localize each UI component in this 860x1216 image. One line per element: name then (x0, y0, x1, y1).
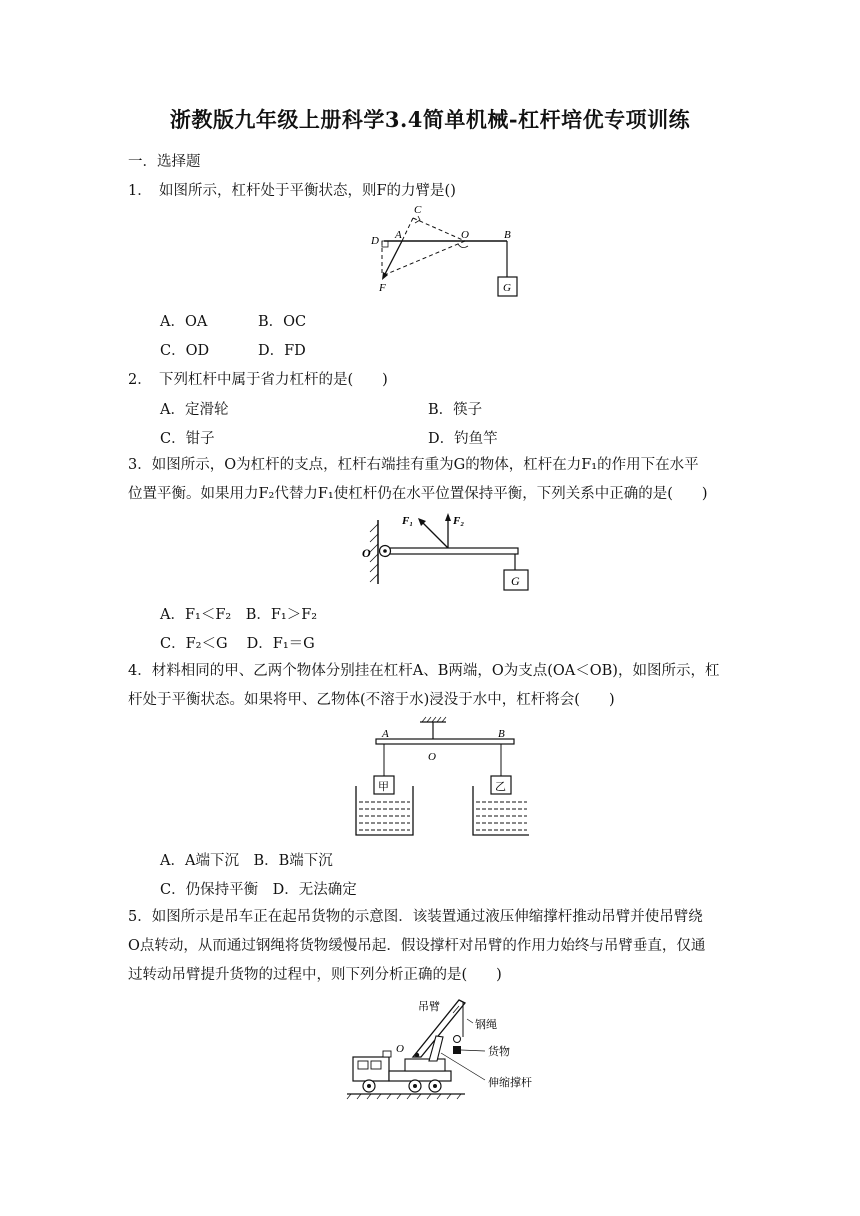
label-f2: F₂ (453, 515, 465, 527)
q1-option-a[interactable]: A．OA (160, 314, 208, 330)
q4-options-cd[interactable]: C．仍保持平衡 D．无法确定 (160, 882, 357, 898)
label-f1: F₁ (402, 515, 414, 527)
label-o: O (461, 229, 469, 241)
q4-line-2: 杆处于平衡状态。如果将甲、乙物体(不溶于水)浸没于水中，杠杆将会( ) (128, 692, 615, 708)
section-heading: 一．选择题 (128, 154, 201, 170)
q3-options-ab[interactable]: A．F₁＜F₂ B．F₁＞F₂ (160, 607, 318, 623)
label-g: G (511, 574, 520, 588)
question-5-stem (128, 903, 738, 990)
label-o: O (428, 751, 436, 763)
q5-crane-figure (345, 995, 550, 1101)
q2-option-d[interactable]: D．钓鱼竿 (428, 431, 498, 447)
q5-line-2: O点转动，从而通过钢绳将货物缓慢吊起．假设撑杆对吊臂的作用力始终与吊臂垂直，仅通 (128, 938, 706, 954)
q3-line-2: 位置平衡。如果用力F₂代替力F₁使杠杆仍在水平位置保持平衡，下列关系中正确的是( ) (128, 486, 708, 502)
label-g: G (503, 282, 511, 294)
label-strut: 伸缩撑杆 (488, 1077, 532, 1089)
q1-option-b[interactable]: B．OC (258, 314, 307, 330)
label-b: B (504, 229, 511, 241)
label-rope: 钢绳 (475, 1019, 497, 1031)
q2-option-c[interactable]: C．钳子 (160, 431, 215, 447)
q5-line-3: 过转动吊臂提升货物的过程中，则下列分析正确的是( ) (128, 967, 502, 983)
label-b: B (498, 728, 505, 740)
question-3-stem (128, 451, 738, 509)
label-yi: 乙 (495, 781, 506, 793)
label-arm: 吊臂 (418, 1001, 440, 1013)
label-f: F (379, 282, 386, 294)
q4-line-1: 4．材料相同的甲、乙两个物体分别挂在杠杆A、B两端，O为支点(OA＜OB)，如图所示，杠 (128, 663, 720, 679)
q3-line-1: 3．如图所示，O为杠杆的支点，杠杆右端挂有重为G的物体，杠杆在力F₁的作用下在水平 (128, 457, 699, 473)
q1-option-d[interactable]: D．FD (258, 343, 306, 359)
label-jia: 甲 (378, 781, 389, 793)
question-2-stem: 2． 下列杠杆中属于省力杠杆的是( ) (128, 372, 388, 388)
label-o: O (396, 1043, 404, 1055)
page-title: 浙教版九年级上册科学3.4简单机械-杠杆培优专项训练 (169, 107, 691, 132)
q2-option-b[interactable]: B．筷子 (428, 402, 483, 418)
label-a: A (395, 229, 402, 241)
label-d: D (371, 235, 379, 247)
question-4-stem (128, 657, 738, 715)
label-cargo: 货物 (488, 1046, 510, 1058)
q5-line-1: 5．如图所示是吊车正在起吊货物的示意图．该装置通过液压伸缩撑杆推动吊臂并使吊臂绕 (128, 909, 703, 925)
question-1-stem: 1． 如图所示，杠杆处于平衡状态，则F的力臂是() (128, 183, 456, 199)
q1-lever-figure (362, 200, 532, 304)
q3-lever-figure (356, 508, 536, 596)
q4-lever-figure (354, 716, 529, 840)
label-a: A (382, 728, 389, 740)
label-o: O (362, 546, 371, 560)
q4-options-ab[interactable]: A．A端下沉 B．B端下沉 (160, 853, 333, 869)
q3-options-cd[interactable]: C．F₂＜G D．F₁＝G (160, 636, 315, 652)
q1-option-c[interactable]: C．OD (160, 343, 210, 359)
q2-option-a[interactable]: A．定滑轮 (160, 402, 229, 418)
label-c: C (414, 204, 422, 216)
